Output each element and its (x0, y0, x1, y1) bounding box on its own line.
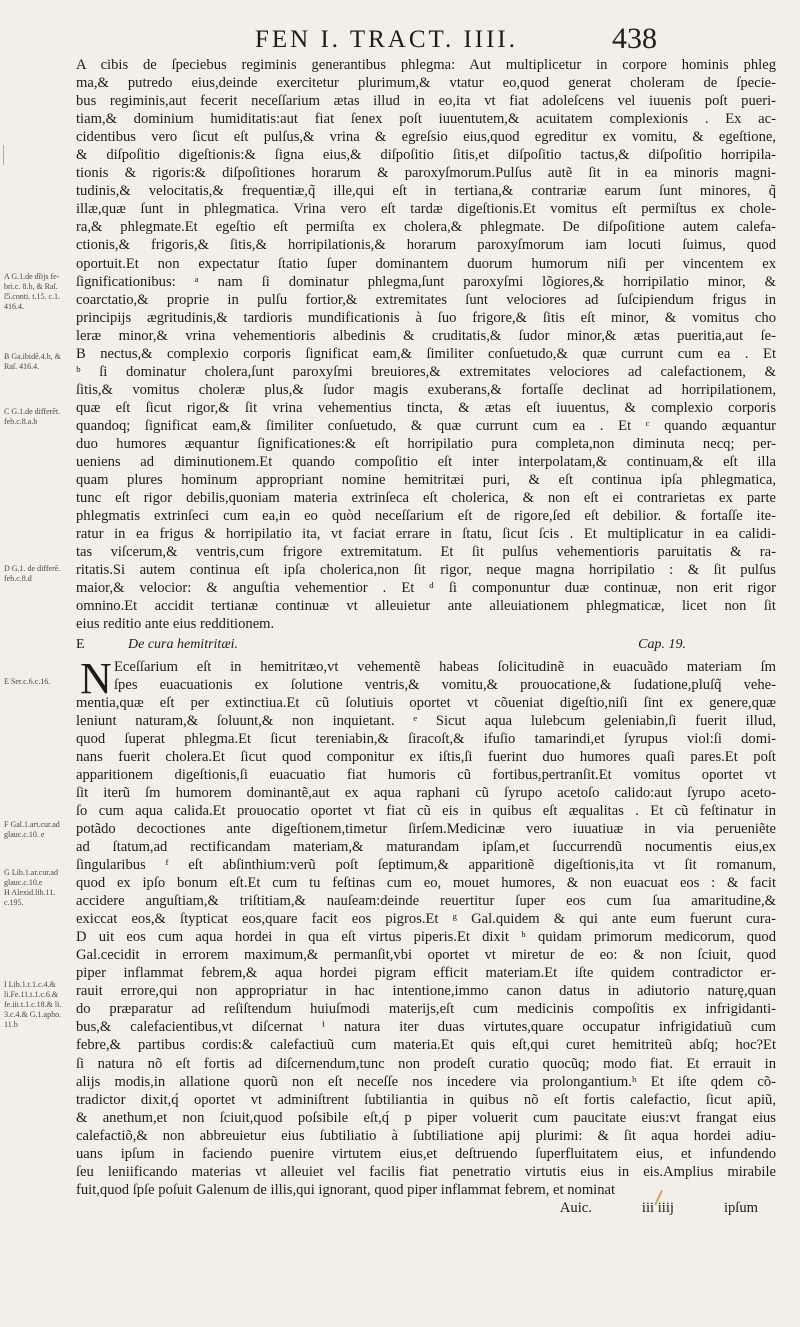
text-line: ſo cum aqua calida.Et prouocatio oportet vt fiat cũ eis in quibus eſt æqualitas . Et cũ feſtinatur in (76, 802, 776, 819)
drop-cap: N (80, 653, 112, 703)
margin-note-i: I Lib.1.t.1.c.4.& li.Fe.11.t.1.c.6.& fe.iii.t.1.c.18.& li. 3.c.4.& G.1.apho. 11.b (4, 980, 62, 1029)
text-line: tradictor dixit,q́ oportet vt adminiſtrent ſubtiliantia in quibus nõ eſt fortis calefactio, ſicut apiũ, (76, 1091, 776, 1108)
text-line: principijs ægritudinis,& tardioris mundificationis à ſuo frigore,& ſitis eſt minor, & vomitus cho (76, 309, 776, 326)
text-line: ſi natura nõ eſt fortis ad diſcernendum,tunc non prodeſt curatio quocũq; modo fiat. Et errauit in (76, 1055, 776, 1072)
text-line: phlegmatis extrinſeci cum ea,in eo quòd neceſſarium eſt de rigore,ſed eſt debilior. & fortaſſe ite- (76, 508, 776, 525)
margin-note-c: C G.1.de differẽt. feb.c.8.a.b (4, 407, 61, 426)
margin-note-e: E Ser.c.6.c.16. (4, 677, 51, 686)
text-line: ſit iterũ ſm humorem dominantẽ,aut ex aqua raphani cũ ſyrupo acetoſo calido:aut ſyrupo aceto- (76, 784, 776, 801)
text-line: ra,& phlegmate.Et egeſtio eſt permiſta ex cholera,& phlegmate. De diſpoſitione autem calefa- (76, 219, 776, 236)
text-line: febre,& partibus cordis:& calefactiuũ cum materia.Et quis eſt,qui curet hemitriteũ abſq; hoc?Et (76, 1037, 776, 1054)
margin-note-g: G Lib.1.ar.cur.ad glauc.c.10.e H Alexid.lib.11. c.195. (4, 868, 58, 907)
text-line: quam plures hominum appropriant nomine hemitritæi puri, & eſt continua ipſa phlegmatica, (76, 472, 776, 489)
text-line: leniunt naturam,& ſoluunt,& non inquietant. ᵉ Sicut aqua lulebcum geleniabin,ſi fuerit illud, (76, 712, 776, 729)
header-title: FEN I. TRACT. IIII. (255, 26, 518, 53)
main-text (76, 56, 776, 1217)
text-line: tunc eſt rigor debilis,quoniam materia extrinſeca eſt cholerica, & non eſt ei contrarietas ex parte (76, 490, 776, 507)
text-line: leræ minor,& vrina vehementioris albedinis & cruditatis,& ſudor minor,& ætas pueritia,aut ſe- (76, 327, 776, 344)
catchwords (76, 1199, 776, 1217)
text-line: A cibis de ſpeciebus regiminis generantibus phlegma: Aut multiplicetur in corpore hominis phleg (76, 57, 776, 73)
text-line: ſingularibus ᶠ eſt abſinthium:verũ poſt ſeptimum,& apparitionẽ digeſtionis,ita vt ſit romanum, (76, 857, 776, 874)
text-line: ſpes euacuationis ex ſolutione ventris,& vomitu,& prouocatione,& ſudatione,pluſq̃ vehe- (114, 676, 776, 693)
text-line: omnino.Et accidit tertianæ continuæ vt alleuietur ante alleuiationem phlegmaticæ, licet non ſit (76, 598, 776, 615)
text-line: bus regiminis,aut fecerit neceſſarium ætas illud in eo,ita vt fiat adoleſcens vel iuuenis poſt pueri- (76, 93, 776, 110)
text-line: tudinis,& velocitatis,& frequentiæ,q̃ ille,qui eſt in tertiana,& contrariæ earum ſunt minores, q̃ (76, 183, 776, 200)
text-line: exiccat eos,& ſtypticat eos,quare facit eos pigros.Et ᵍ Gal.quidem & qui ante eum fuerunt cura- (76, 911, 776, 928)
margin-note-f: F Gal.1.art.cur.ad glauc.c.10. e (4, 820, 60, 839)
chapter-heading (76, 636, 776, 658)
margin-note-a: A G.1.de dĩijs fe- bri.c. 8.b, & Raſ. ſ5.conti. t.15. c.1. 416.4. (4, 272, 60, 311)
text-line: B nectus,& complexio corporis ſignificat eam,& ſimiliter conſuetudo,& quæ currunt cum ea . Et (76, 345, 776, 362)
page-number: 438 (612, 22, 657, 55)
text-line: piper inflammat febrem,& aqua hordei pigram efficit materiam.Et iſte quidem contradictor er- (76, 965, 776, 982)
text-line: mentia,quæ eſt per extinctiua.Et cũ ſolutiuis oportet vt cõueniat digeſtio,niſi ſint ex genere,quæ (76, 694, 776, 711)
text-line: calefactiõ,& non abbreuietur eius ſubtiliatio à ſubtiliatione apij plurimi: & ſit aqua hordei adiu- (76, 1127, 776, 1144)
text-line: alijs modis,in allatione quorũ non eſt neceſſe nos incedere via prolongantium.ʰ Et iſte qdem cõ- (76, 1073, 776, 1090)
text-line: ritatis.Si autem continua eſt ipſa cholerica,non ſit rigor, neque magna horripilatio : & ſit pulſus (76, 562, 776, 579)
text-line: tionis & rigoris:& diſpoſitiones horarum & paroxyſmorum.Pulſus autẽ ſit in ea minoris magni- (76, 165, 776, 182)
text-line: ueniens ad diminutionem.Et quando compoſitio eſt inter interpolatam,& continuam,& eſt illa (76, 454, 776, 471)
text-line: quod ſuperat phlegma.Et ſicut tereniabin,& ſiracoſt,& ifuſio tamarindi,et ſyrupus viol:ſi domi- (76, 730, 776, 747)
text-line: do præparatur ad reſiſtendum huiuſmodi materijs,eſt cum medicinis compoſitis ex infrigidanti- (76, 1001, 776, 1018)
chapter-number: Cap. 19. (638, 636, 686, 652)
margin-rule (3, 145, 9, 165)
text-line: coarctatio,& proprie in pulſu fortior,& extremitates ſunt velociores ad ſuſcipiendum frigus in (76, 291, 776, 308)
catchword-ipsum: ipſum (723, 1199, 758, 1216)
text-line: Eceſſarium eſt in hemitritæo,vt vehementẽ habeas ſolicitudinẽ in euacuãdo materiam ſm (114, 658, 776, 675)
catchword-auic: Auic. (559, 1199, 592, 1216)
text-line: cidentibus vero ſicut eſt pulſus,& vrina & egreſsio eius,quod egreditur ex vomitu, & egeſtione, (76, 129, 776, 146)
text-line: eius reditio ante eius redditionem. (76, 616, 275, 633)
text-line: & anethum,et non ſciuit,quod poſsibile eſt,q́ p piper voluerit cum paucitate eius:vt frangat eius (76, 1109, 776, 1126)
text-line: potãdo decoctiones ante digeſtionem,timetur ſirſem.Medicinæ vero iuuatiuæ in via perueniẽte (76, 820, 776, 837)
chapter-title: De cura hemitritæi. (128, 636, 239, 652)
signature-mark: iii iiij (641, 1199, 674, 1216)
text-line: rauit errore,qui non appropriatur in hac intentione,immo canon datus in adiutorio naturę,quan (76, 983, 776, 1000)
text-line: bus,& calefacientibus,vt diſcernat ⁱ natura iter duas virtutes,quare occupatur infrigidatiuũ cum (76, 1019, 776, 1036)
paragraph-2 (76, 653, 776, 1199)
text-line: apparitionem digeſtionis,ſi euacuatio fiat humoris cũ fortibus,pertranſit.Et vomitus oportet vt (76, 766, 776, 783)
chapter-margin-letter: E (76, 636, 85, 652)
margin-note-d: D G.1. de differẽ. feb.c.8.d (4, 564, 61, 583)
text-line: ad ſtatum,ad rectificandam materiam,& maturandam ipſam,et ſuccurrendũ nocumentis eius,ex (76, 838, 776, 855)
text-line: illæ,quæ ſunt in phlegmatica. Vrina vero eſt tardæ digeſtionis.Et vomitus eſt permiſtus ex chole- (76, 201, 776, 218)
text-line: fuit,quod ſpſe poſuit Galenum de illis,qui ignorant, quod piper inflammat febrem, et nominat (76, 1181, 616, 1198)
text-line: maior,& velocior: & anguſtia vehementior . Et ᵈ ſi componuntur duæ continuæ, non erit rigor (76, 580, 776, 597)
text-line: ratur in ea frigus & horripilatio ita, vt faciat errare in ſtatu, ſicut ſcis . Et multiplicatur in ea calidi- (76, 526, 776, 543)
text-line: uans ipſum in faciendo puenire virtutem eius,et deſtruendo ſuperfluitatem eius, et infundendo (76, 1145, 776, 1162)
text-line: ma,& putredo eius,deinde exercitetur plurimum,& vtatur eo,quod generat choleram de ſpecie- (76, 75, 776, 92)
text-line: duo humores æquantur ſignificationes:& eſt horripilatio pura completa,non diminuta necq; per- (76, 435, 776, 452)
text-line: tas viſcerum,& ventris,cum frigore extremitatum. Et ſit pulſus vehementioris paruitatis & ra- (76, 544, 776, 561)
text-line: ſeu leniificando materias vt alleuiet vel facilis fiat penetratio virtutis eius in eis.Amplius mirabile (76, 1163, 776, 1180)
text-line: ſignificationibus: ᵃ nam ſi dominatur phlegma,ſunt paroxyſmi lõgiores,& horripilatio minor, & (76, 273, 776, 290)
paragraph-1 (76, 56, 776, 634)
text-line: nans fuerit cholera.Et ſicut quod componitur ex iſtis,ſi fuerint duo humores quaſi pares.Et poſt (76, 748, 776, 765)
text-line: accidere anguſtiam,& triſtitiam,& nauſeam:deinde reuertitur ſuper eos cum ſua amaritudine,& (76, 893, 776, 910)
text-line: quæ eſt ſicut rigor,& ſit vrina vehementius tincta, & ætas eſt iuuentus, & complexio corporis (76, 399, 776, 416)
text-line: ᵇ ſi dominatur cholera,ſunt paroxyſmi breuiores,& extremitates velociores ad calefactionem, & (76, 363, 776, 380)
text-line: & diſpoſitio digeſtionis:& ſigna eius,& diſpoſitio ſitis,et diſpoſitio tactus,& diſpoſitio horripila- (76, 147, 776, 164)
text-line: tiam,& dominium humiditatis:aut fiat ſenex poſt iuuentutem,& acuitatem complexionis . Ex ac- (76, 111, 776, 128)
text-line: oportuit.Et non expectatur ſtatio ſuper dominantem duorum humorum niſi per vincentem ex (76, 255, 776, 272)
text-line: quod ex ipſo bonum eſt.Et cum tu feſtinas cum eo, mouet humores, & non euacuat eos : & facit (76, 875, 776, 892)
text-line: ctionis,& frigoris,& ſitis,& horripilationis,& horarum paroxyſmorum iam locuti ſuimus, quod (76, 237, 776, 254)
text-line: D uit eos cum aqua hordei in qua eſt virtus piperis.Et dixit ʰ quidam primorum medicorum, quod (76, 929, 776, 946)
text-line: quandoq; ſignificat eam,& ſimiliter conſuetudo, & quæ currunt cum ea . Et ᶜ quando æquantur (76, 417, 776, 434)
text-line: Gal.cecidit in errorem maximum,& permanſit,vbi oportet vt miretur de eo: & non ſciuit, quod (76, 947, 776, 964)
margin-note-b: B Ga.ibidẽ.4.b, & Raſ. 416.4. (4, 352, 61, 371)
text-line: ſitis,& vomitus choleræ plus,& ſudor magis exuberans,& fortaſſe declinat ad horripilationem, (76, 381, 776, 398)
